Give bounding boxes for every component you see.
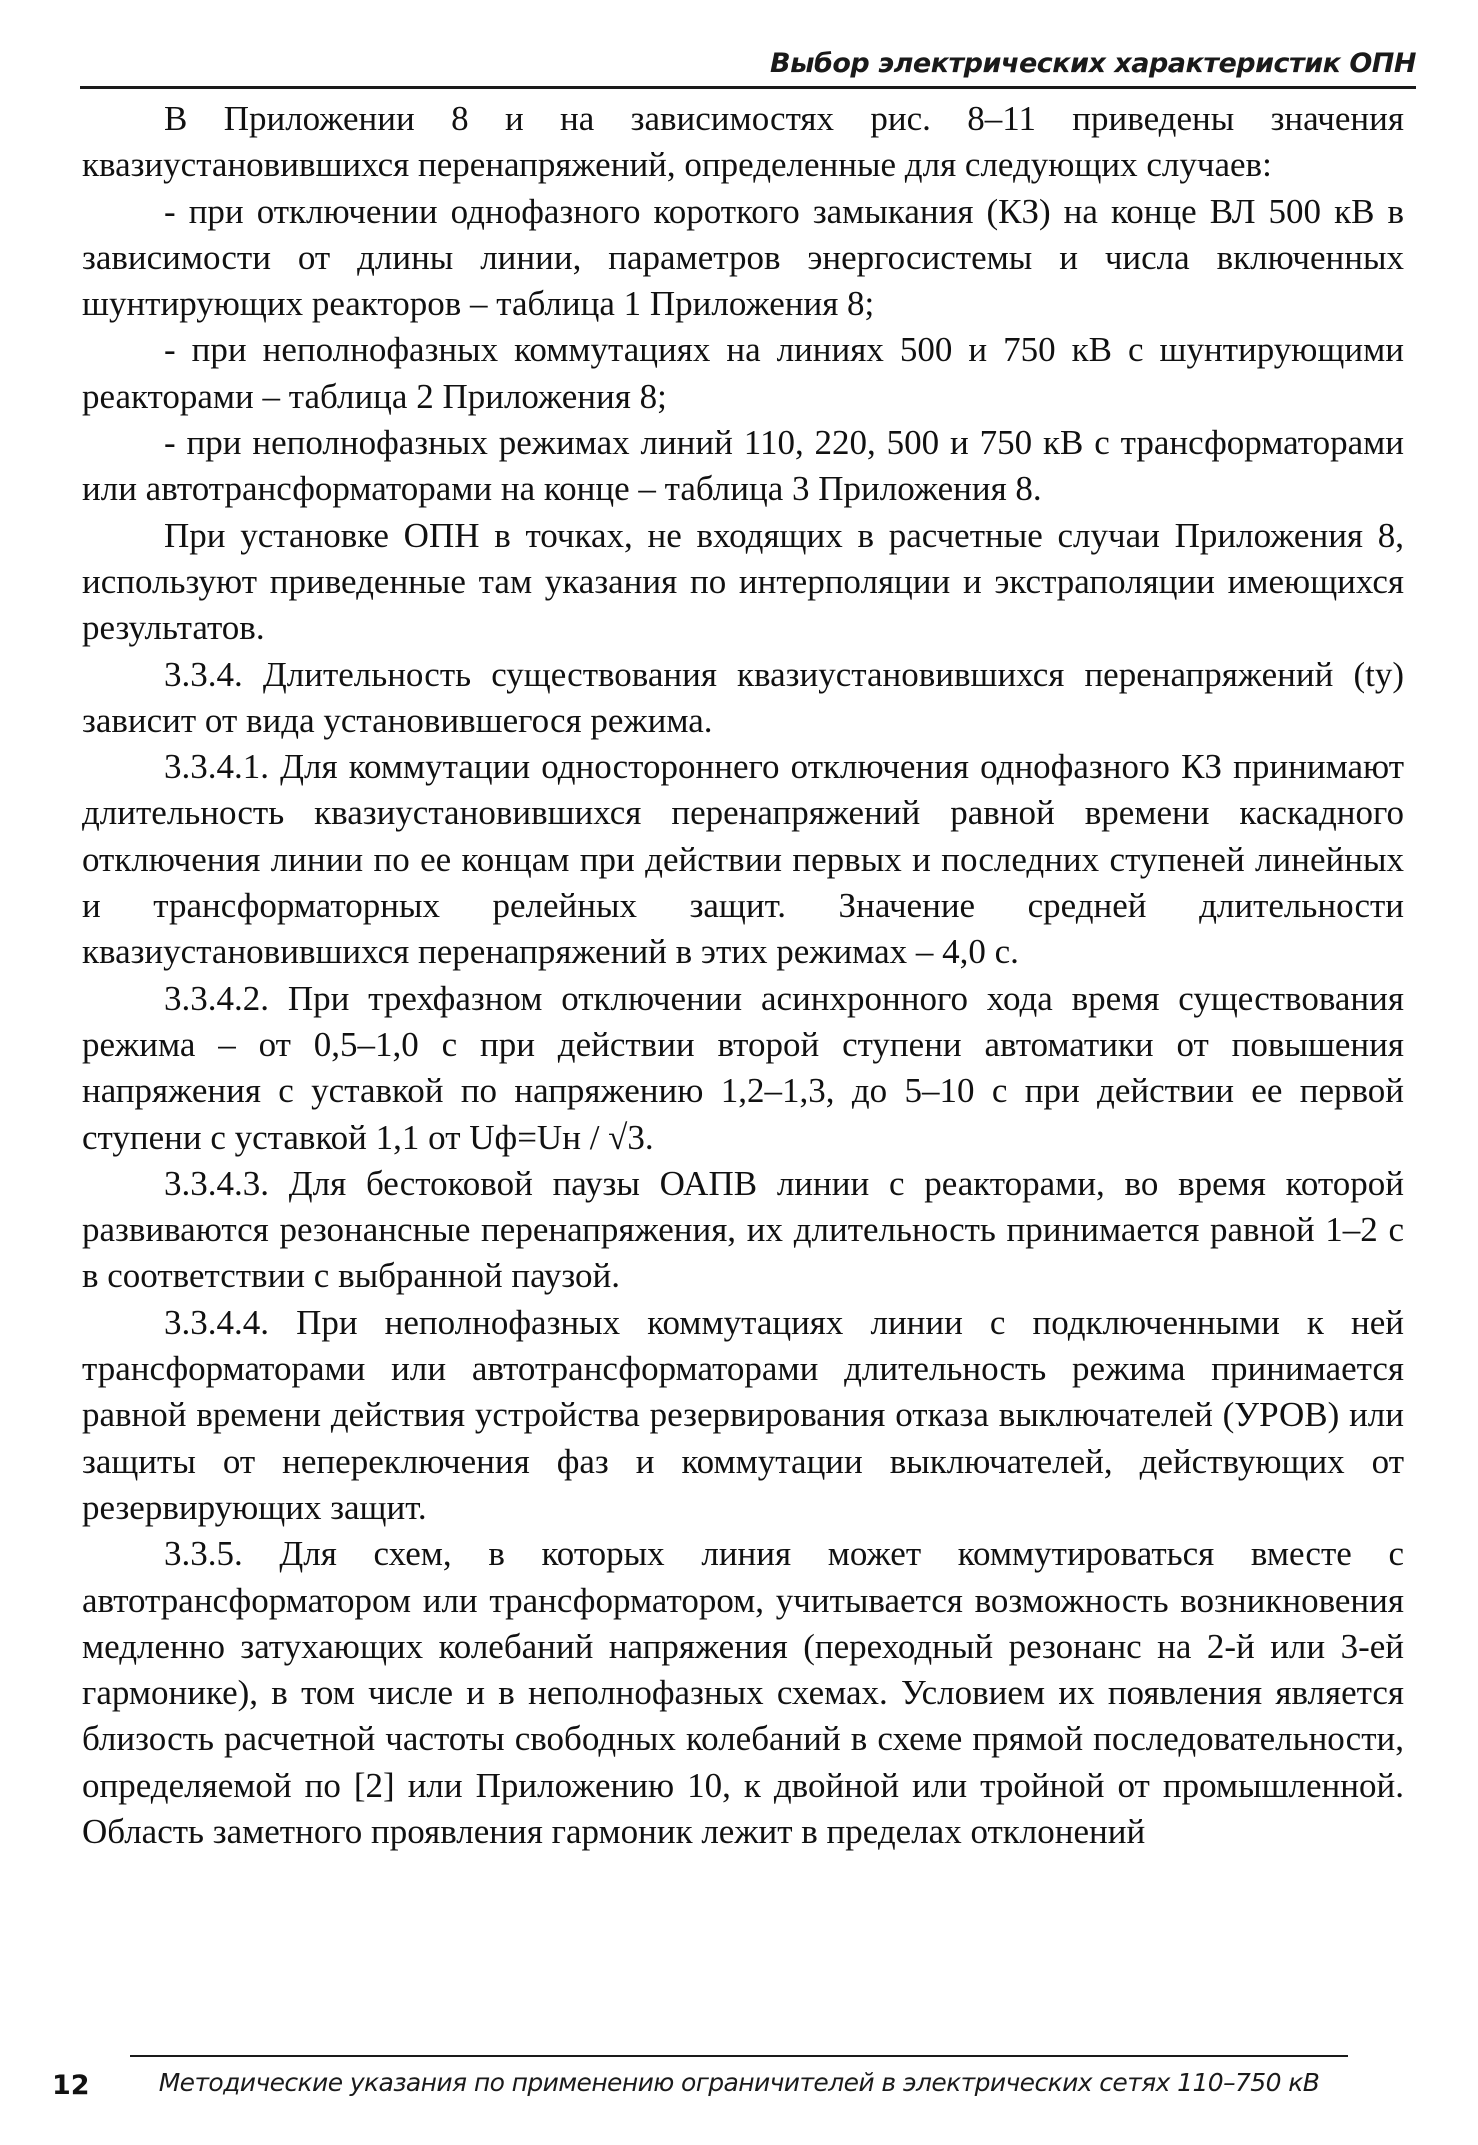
paragraph-case-modes: - при неполнофазных режимах линий 110, 220, 500 и 750 кВ с трансформаторами или автотрансформаторами на конце – таблица 3 Приложения 8. <box>82 423 1404 509</box>
paragraph-3-3-4-3: 3.3.4.3. Для бестоковой паузы ОАПВ линии с реакторами, во время которой развиваются резонансные перенапряжения, их длительность принимается равной 1–2 с в соответствии с выбранной паузой. <box>82 1163 1404 1296</box>
paragraph-intro: В Приложении 8 и на зависимостях рис. 8–11 приведены значения квазиустановившихся перенапряжений, определенные для следующих случаев: <box>82 99 1404 185</box>
header-rule <box>80 86 1416 89</box>
paragraph-3-3-4-2: 3.3.4.2. При трехфазном отключении асинхронного хода время существования режима – от 0,5–1,0 с при действии второй ступени автоматики от повышения напряжения с уставкой по напряжению 1,2–1,3, до 5–10 с при действии ее первой ступени с уставкой 1,1 от Uф=Uн / √3. <box>82 978 1404 1157</box>
paragraph-3-3-4: 3.3.4. Длительность существования квазиустановившихся перенапряжений (tу) зависит от вида установившегося режима. <box>82 654 1404 740</box>
footer-rule <box>130 2055 1348 2057</box>
paragraph-3-3-5: 3.3.5. Для схем, в которых линия может коммутироваться вместе с автотрансформатором или трансформатором, учитывается возможность возникновения медленно затухающих колебаний напряжения (переходный резонанс на 2-й или 3-ей гармонике), в том числе и в неполнофазных схемах. Условием их появления является близость расчетной частоты свободных колебаний в схеме прямой последовательности, определяемой по [2] или Приложению 10, к двойной или тройной от промышленной. Область заметного проявления гармоник лежит в пределах отклонений <box>82 1534 1404 1851</box>
body-text <box>82 96 1404 1855</box>
paragraph-3-3-4-1: 3.3.4.1. Для коммутации одностороннего отключения однофазного КЗ принимают длительность квазиустановившихся перенапряжений равной времени каскадного отключения линии по ее концам при действии первых и последних ступеней линейных и трансформаторных релейных защит. Значение средней длительности квазиустановившихся перенапряжений в этих режимах – 4,0 с. <box>82 747 1404 972</box>
paragraph-3-3-4-4: 3.3.4.4. При неполнофазных коммутациях линии с подключенными к ней трансформаторами или автотрансформаторами длительность режима принимается равной времени действия устройства резервирования отказа выключателей (УРОВ) или защиты от непереключения фаз и коммутации выключателей, действующих от резервирующих защит. <box>82 1302 1404 1527</box>
paragraph-installation: При установке ОПН в точках, не входящих в расчетные случаи Приложения 8, используют приведенные там указания по интерполяции и экстраполяции имеющихся результатов. <box>82 515 1404 648</box>
running-footer: Методические указания по применению ограничителей в электрических сетях 110–750 кВ <box>158 2068 1320 2097</box>
page-number: 12 <box>52 2070 90 2101</box>
paragraph-case-kz: - при отключении однофазного короткого замыкания (КЗ) на конце ВЛ 500 кВ в зависимости от длины линии, параметров энергосистемы и числа включенных шунтирующих реакторов – таблица 1 Приложения 8; <box>82 191 1404 324</box>
paragraph-case-commutation: - при неполнофазных коммутациях на линиях 500 и 750 кВ с шунтирующими реакторами – таблица 2 Приложения 8; <box>82 330 1404 416</box>
running-header: Выбор электрических характеристик ОПН <box>769 48 1416 79</box>
